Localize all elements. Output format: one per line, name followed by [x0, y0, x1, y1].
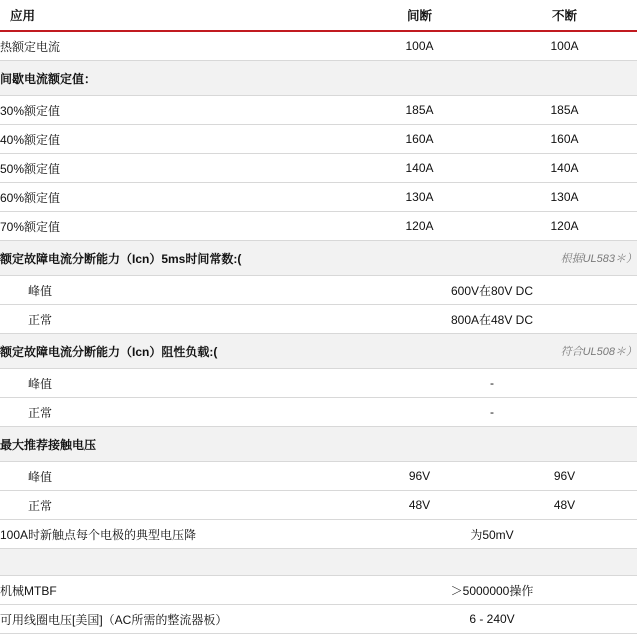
table-row: [0, 183, 637, 212]
row-label: 热额定电流: [0, 31, 347, 61]
row-label: 正常: [0, 305, 347, 334]
table-spacer-row: [0, 549, 637, 576]
cell-continuous: [492, 427, 637, 462]
row-label: 最大推荐接触电压: [0, 427, 347, 462]
cell-continuous: 140A: [492, 154, 637, 183]
column-header-application: 应用: [0, 0, 347, 31]
row-label: 正常: [0, 398, 347, 427]
cell-intermittent: 185A: [347, 96, 492, 125]
table-row: [0, 212, 637, 241]
cell-intermittent: [347, 61, 492, 96]
row-label: 60%额定值: [0, 183, 347, 212]
cell-intermittent: 96V: [347, 462, 492, 491]
table-row: [0, 462, 637, 491]
row-label: 峰值: [0, 369, 347, 398]
cell-intermittent: 100A: [347, 31, 492, 61]
table-row: [0, 520, 637, 549]
cell-span-value: 600V在80V DC: [347, 276, 637, 305]
table-row: [0, 96, 637, 125]
row-label: 50%额定值: [0, 154, 347, 183]
table-row: [0, 31, 637, 61]
cell-intermittent: 120A: [347, 212, 492, 241]
cell-span-value: 800A在48V DC: [347, 305, 637, 334]
row-label: 可用线圈电压[美国]（AC所需的整流器板）: [0, 605, 347, 634]
cell-intermittent: [347, 427, 492, 462]
row-label: 额定故障电流分断能力（Icn）5ms时间常数:(: [0, 241, 347, 276]
table-row: [0, 576, 637, 605]
cell-intermittent: 160A: [347, 125, 492, 154]
table-row: [0, 241, 637, 276]
row-label: 额定故障电流分断能力（Icn）阻性负载:(: [0, 334, 347, 369]
cell-continuous: 48V: [492, 491, 637, 520]
table-row: [0, 154, 637, 183]
table-row: [0, 125, 637, 154]
table-row: [0, 398, 637, 427]
spacer-cell: [0, 549, 637, 576]
table-row: [0, 61, 637, 96]
cell-continuous: 100A: [492, 31, 637, 61]
cell-continuous: 120A: [492, 212, 637, 241]
row-label: 峰值: [0, 276, 347, 305]
cell-continuous: 96V: [492, 462, 637, 491]
table-row: [0, 491, 637, 520]
row-label: 40%额定值: [0, 125, 347, 154]
table-row: [0, 605, 637, 634]
cell-span-value: -: [347, 398, 637, 427]
table-row: [0, 334, 637, 369]
cell-intermittent: 140A: [347, 154, 492, 183]
table-row: [0, 427, 637, 462]
row-label: 峰值: [0, 462, 347, 491]
row-label: 间歇电流额定值：: [0, 61, 347, 96]
cell-continuous: 130A: [492, 183, 637, 212]
column-header-intermittent: 间断: [347, 0, 492, 31]
row-label: 30%额定值: [0, 96, 347, 125]
table-row: [0, 276, 637, 305]
row-standard-note: 符合UL508＊）: [347, 334, 637, 369]
table-row: [0, 305, 637, 334]
cell-continuous: [492, 61, 637, 96]
row-label: 正常: [0, 491, 347, 520]
cell-span-value: 为50mV: [347, 520, 637, 549]
cell-span-value: ＞5000000操作: [347, 576, 637, 605]
table-row: [0, 369, 637, 398]
table-header-row: [0, 0, 637, 31]
row-label: 70%额定值: [0, 212, 347, 241]
column-header-continuous: 不断: [492, 0, 637, 31]
cell-continuous: 160A: [492, 125, 637, 154]
cell-intermittent: 130A: [347, 183, 492, 212]
cell-span-value: -: [347, 369, 637, 398]
cell-continuous: 185A: [492, 96, 637, 125]
cell-span-value: 6 - 240V: [347, 605, 637, 634]
row-label: 机械MTBF: [0, 576, 347, 605]
cell-intermittent: 48V: [347, 491, 492, 520]
row-label: 100A时新触点每个电极的典型电压降: [0, 520, 347, 549]
row-standard-note: 根据UL583＊）: [347, 241, 637, 276]
